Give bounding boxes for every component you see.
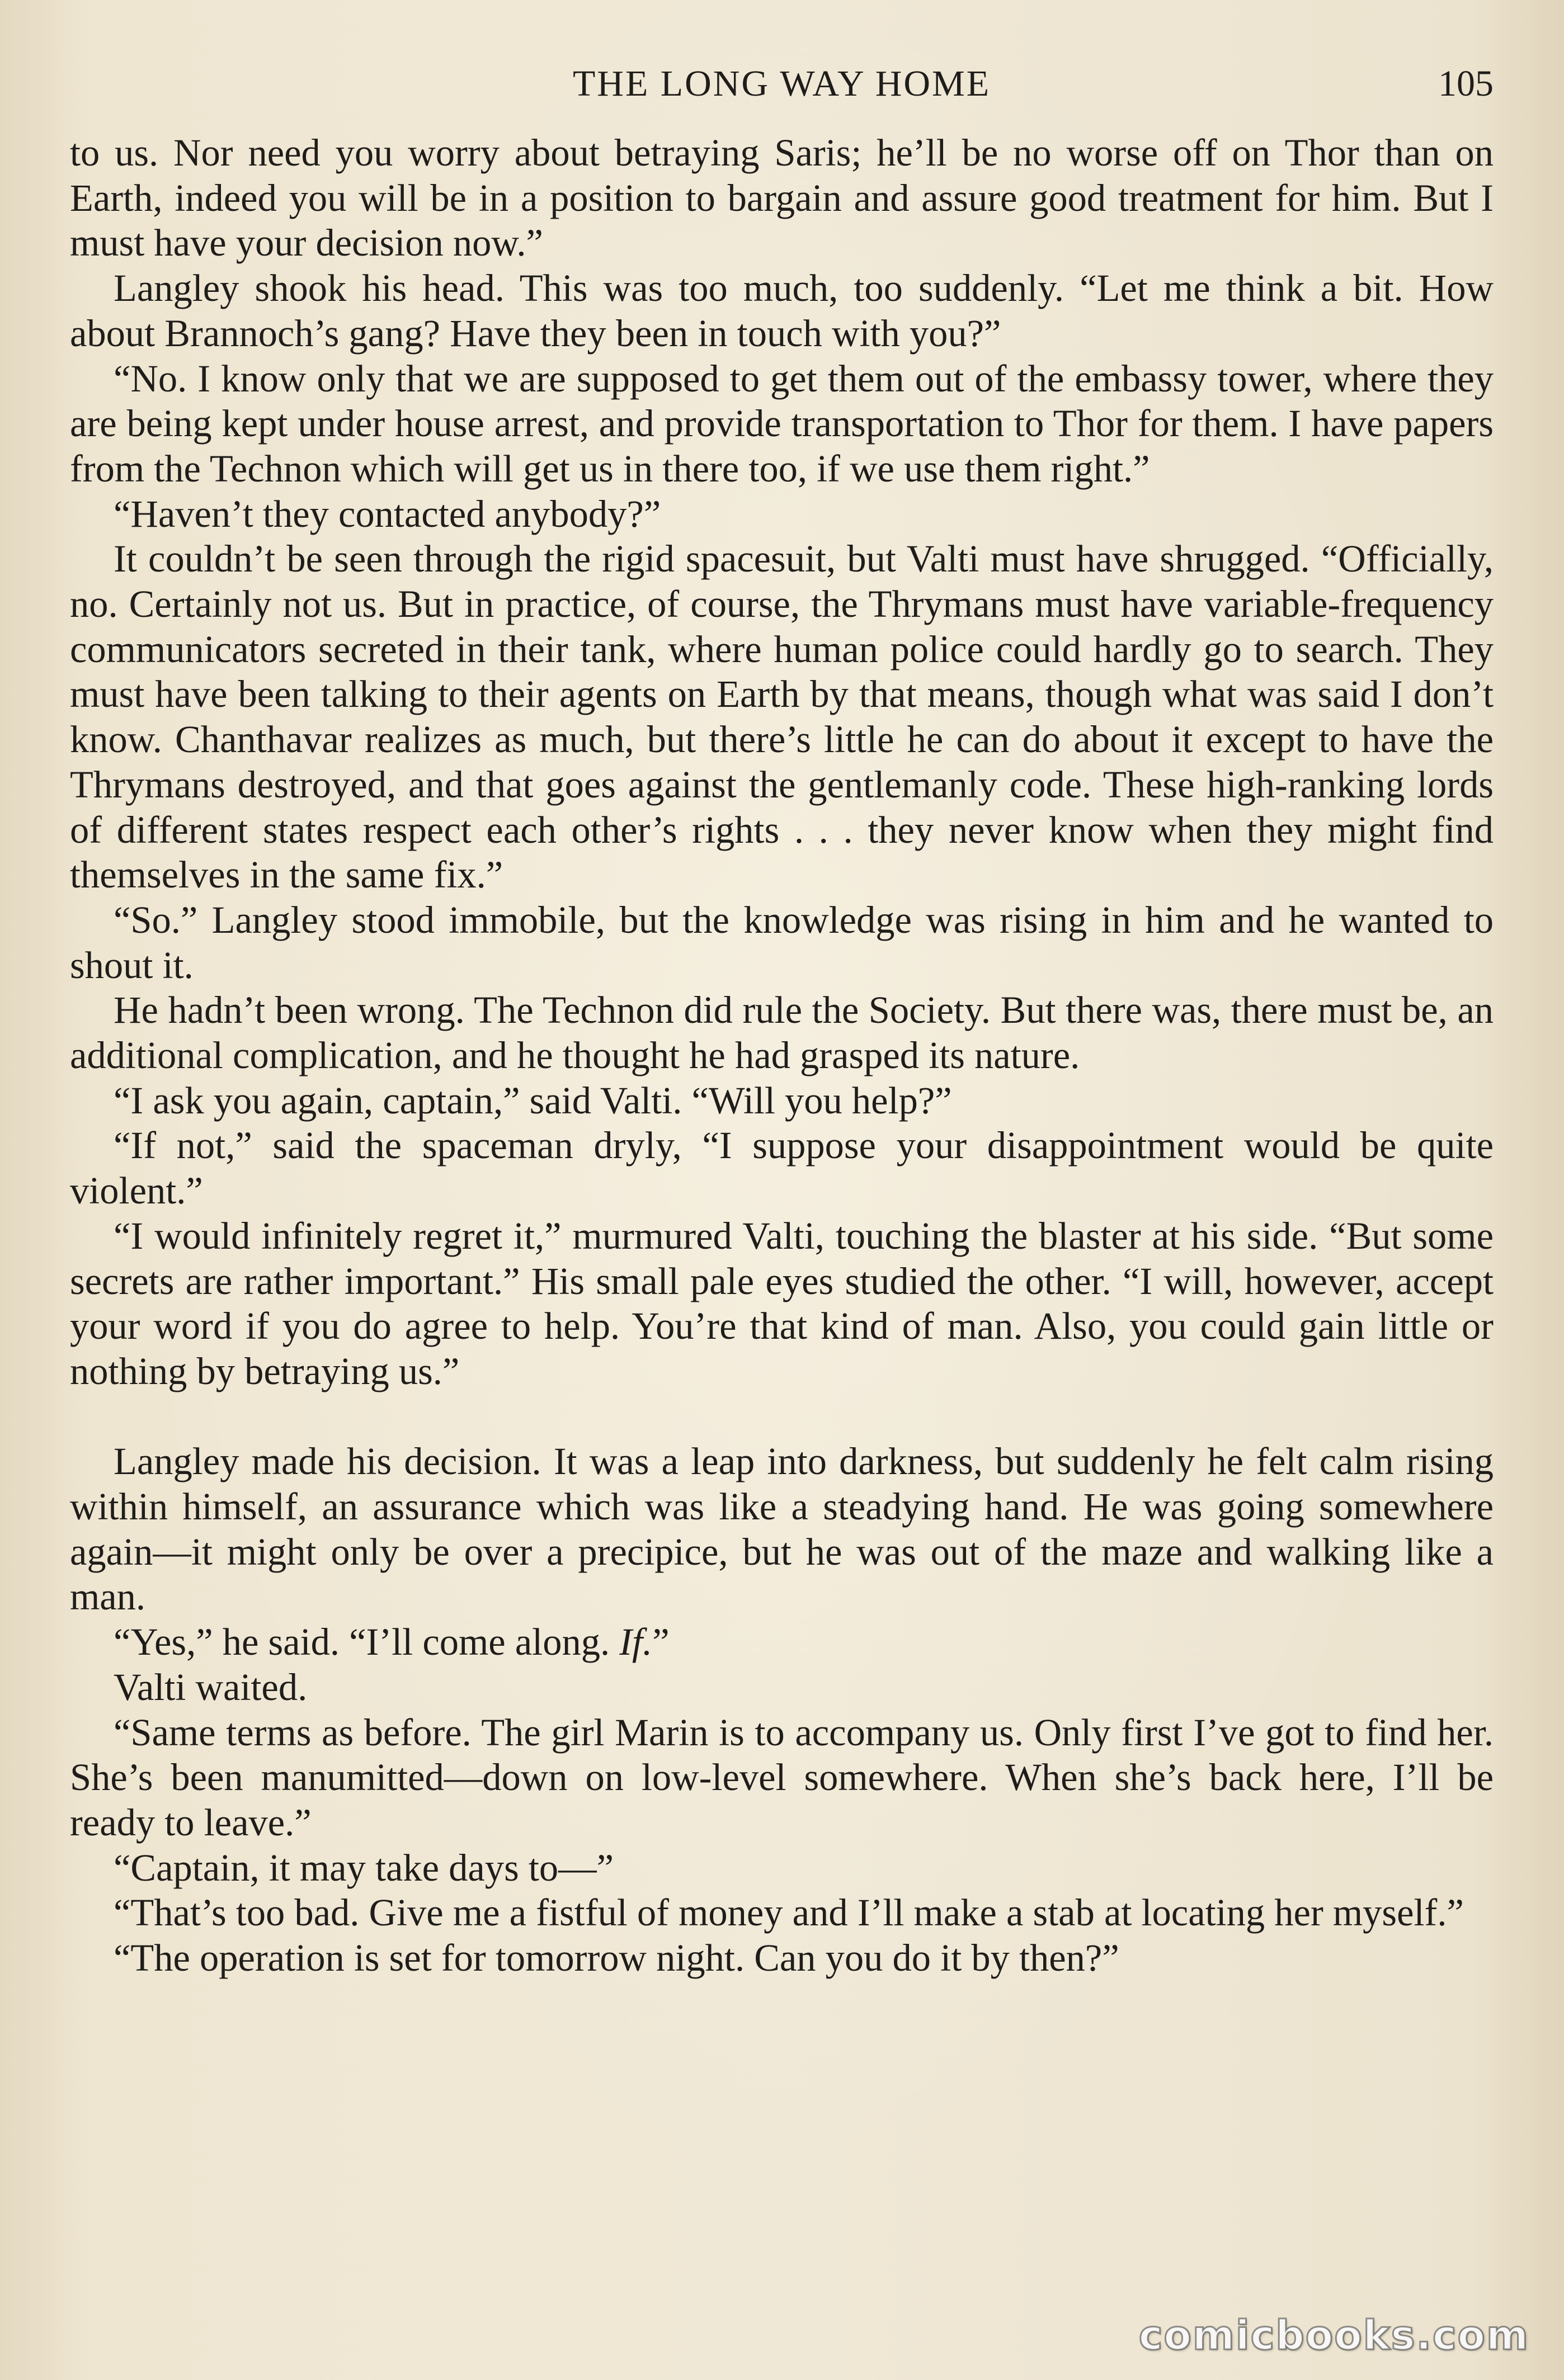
paragraph: “The operation is set for tomorrow night. Can you do it by then?”	[114, 1937, 1119, 1980]
paragraph: “So.” Langley stood immobile, but the knowledge was rising in him and he wanted to shout it.	[70, 898, 1494, 986]
paragraph: Valti waited.	[114, 1665, 308, 1708]
page-number: 105	[1438, 63, 1494, 104]
paragraph-text: “Yes,” he said. “I’ll come along.	[114, 1621, 610, 1664]
closing-quote: ”	[652, 1621, 670, 1664]
paragraph: “I ask you again, captain,” said Valti. “Will you help?”	[114, 1079, 952, 1122]
watermark-logo: comicbooks.com	[1138, 2312, 1529, 2359]
paragraph: “Captain, it may take days to—”	[114, 1846, 614, 1889]
paragraph: He hadn’t been wrong. The Technon did rule the Society. But there was, there must be, an additional complication, and he thought he had grasped its nature.	[70, 989, 1494, 1077]
body-text	[70, 130, 1494, 1981]
paragraph: “If not,” said the spaceman dryly, “I suppose your disappointment would be quite violent.”	[70, 1124, 1494, 1212]
paragraph: “Haven’t they contacted anybody?”	[114, 492, 661, 535]
paragraph: Langley shook his head. This was too much, too suddenly. “Let me think a bit. How about Brannoch’s gang? Have they been in touch with you?”	[70, 267, 1494, 355]
paragraph: Langley made his decision. It was a leap into darkness, but suddenly he felt calm rising within himself, an assurance which was like a steadying hand. He was going somewhere again—it might only be over a precipice, but he was out of the maze and walking like a man.	[70, 1440, 1494, 1618]
italic-word: If.	[619, 1621, 653, 1664]
paragraph: to us. Nor need you worry about betraying Saris; he’ll be no worse off on Thor than on Earth, indeed you will be in a position to bargain and assure good treatment for him. But I must have your decision now.”	[70, 131, 1494, 265]
paragraph: “Same terms as before. The girl Marin is to accompany us. Only first I’ve got to find her. She’s been manumitted—down on low-level somewhere. When she’s back here, I’ll be ready to leave.”	[70, 1711, 1494, 1844]
paragraph: “That’s too bad. Give me a fistful of money and I’ll make a stab at locating her myself.”	[114, 1891, 1464, 1934]
page-header	[70, 62, 1494, 106]
running-title: THE LONG WAY HOME	[572, 63, 991, 104]
paragraph: “No. I know only that we are supposed to get them out of the embassy tower, where they are being kept under house arrest, and provide transportation to Thor for them. I have papers from the Technon which will get us in there too, if we use them right.”	[70, 357, 1494, 490]
paragraph: It couldn’t be seen through the rigid spacesuit, but Valti must have shrugged. “Officially, no. Certainly not us. But in practice, of course, the Thrymans must have variable-frequency communicators secreted in their tank, where human police could hardly go to search. They must have been talking to their agents on Earth by that means, though what was said I don’t know. Chanthavar realizes as much, but there’s little he can do about it except to have the Thrymans destroyed, and that goes against the gentlemanly code. These high-ranking lords of different states respect each other’s rights . . . they never know when they might find themselves in the same fix.”	[70, 537, 1494, 896]
paragraph: “I would infinitely regret it,” murmured Valti, touching the blaster at his side. “But some secrets are rather important.” His small pale eyes studied the other. “I will, however, accept your word if you do agree to help. You’re that kind of man. Also, you could gain little or nothing by betraying us.”	[70, 1214, 1494, 1392]
paragraph	[70, 1619, 1494, 1665]
